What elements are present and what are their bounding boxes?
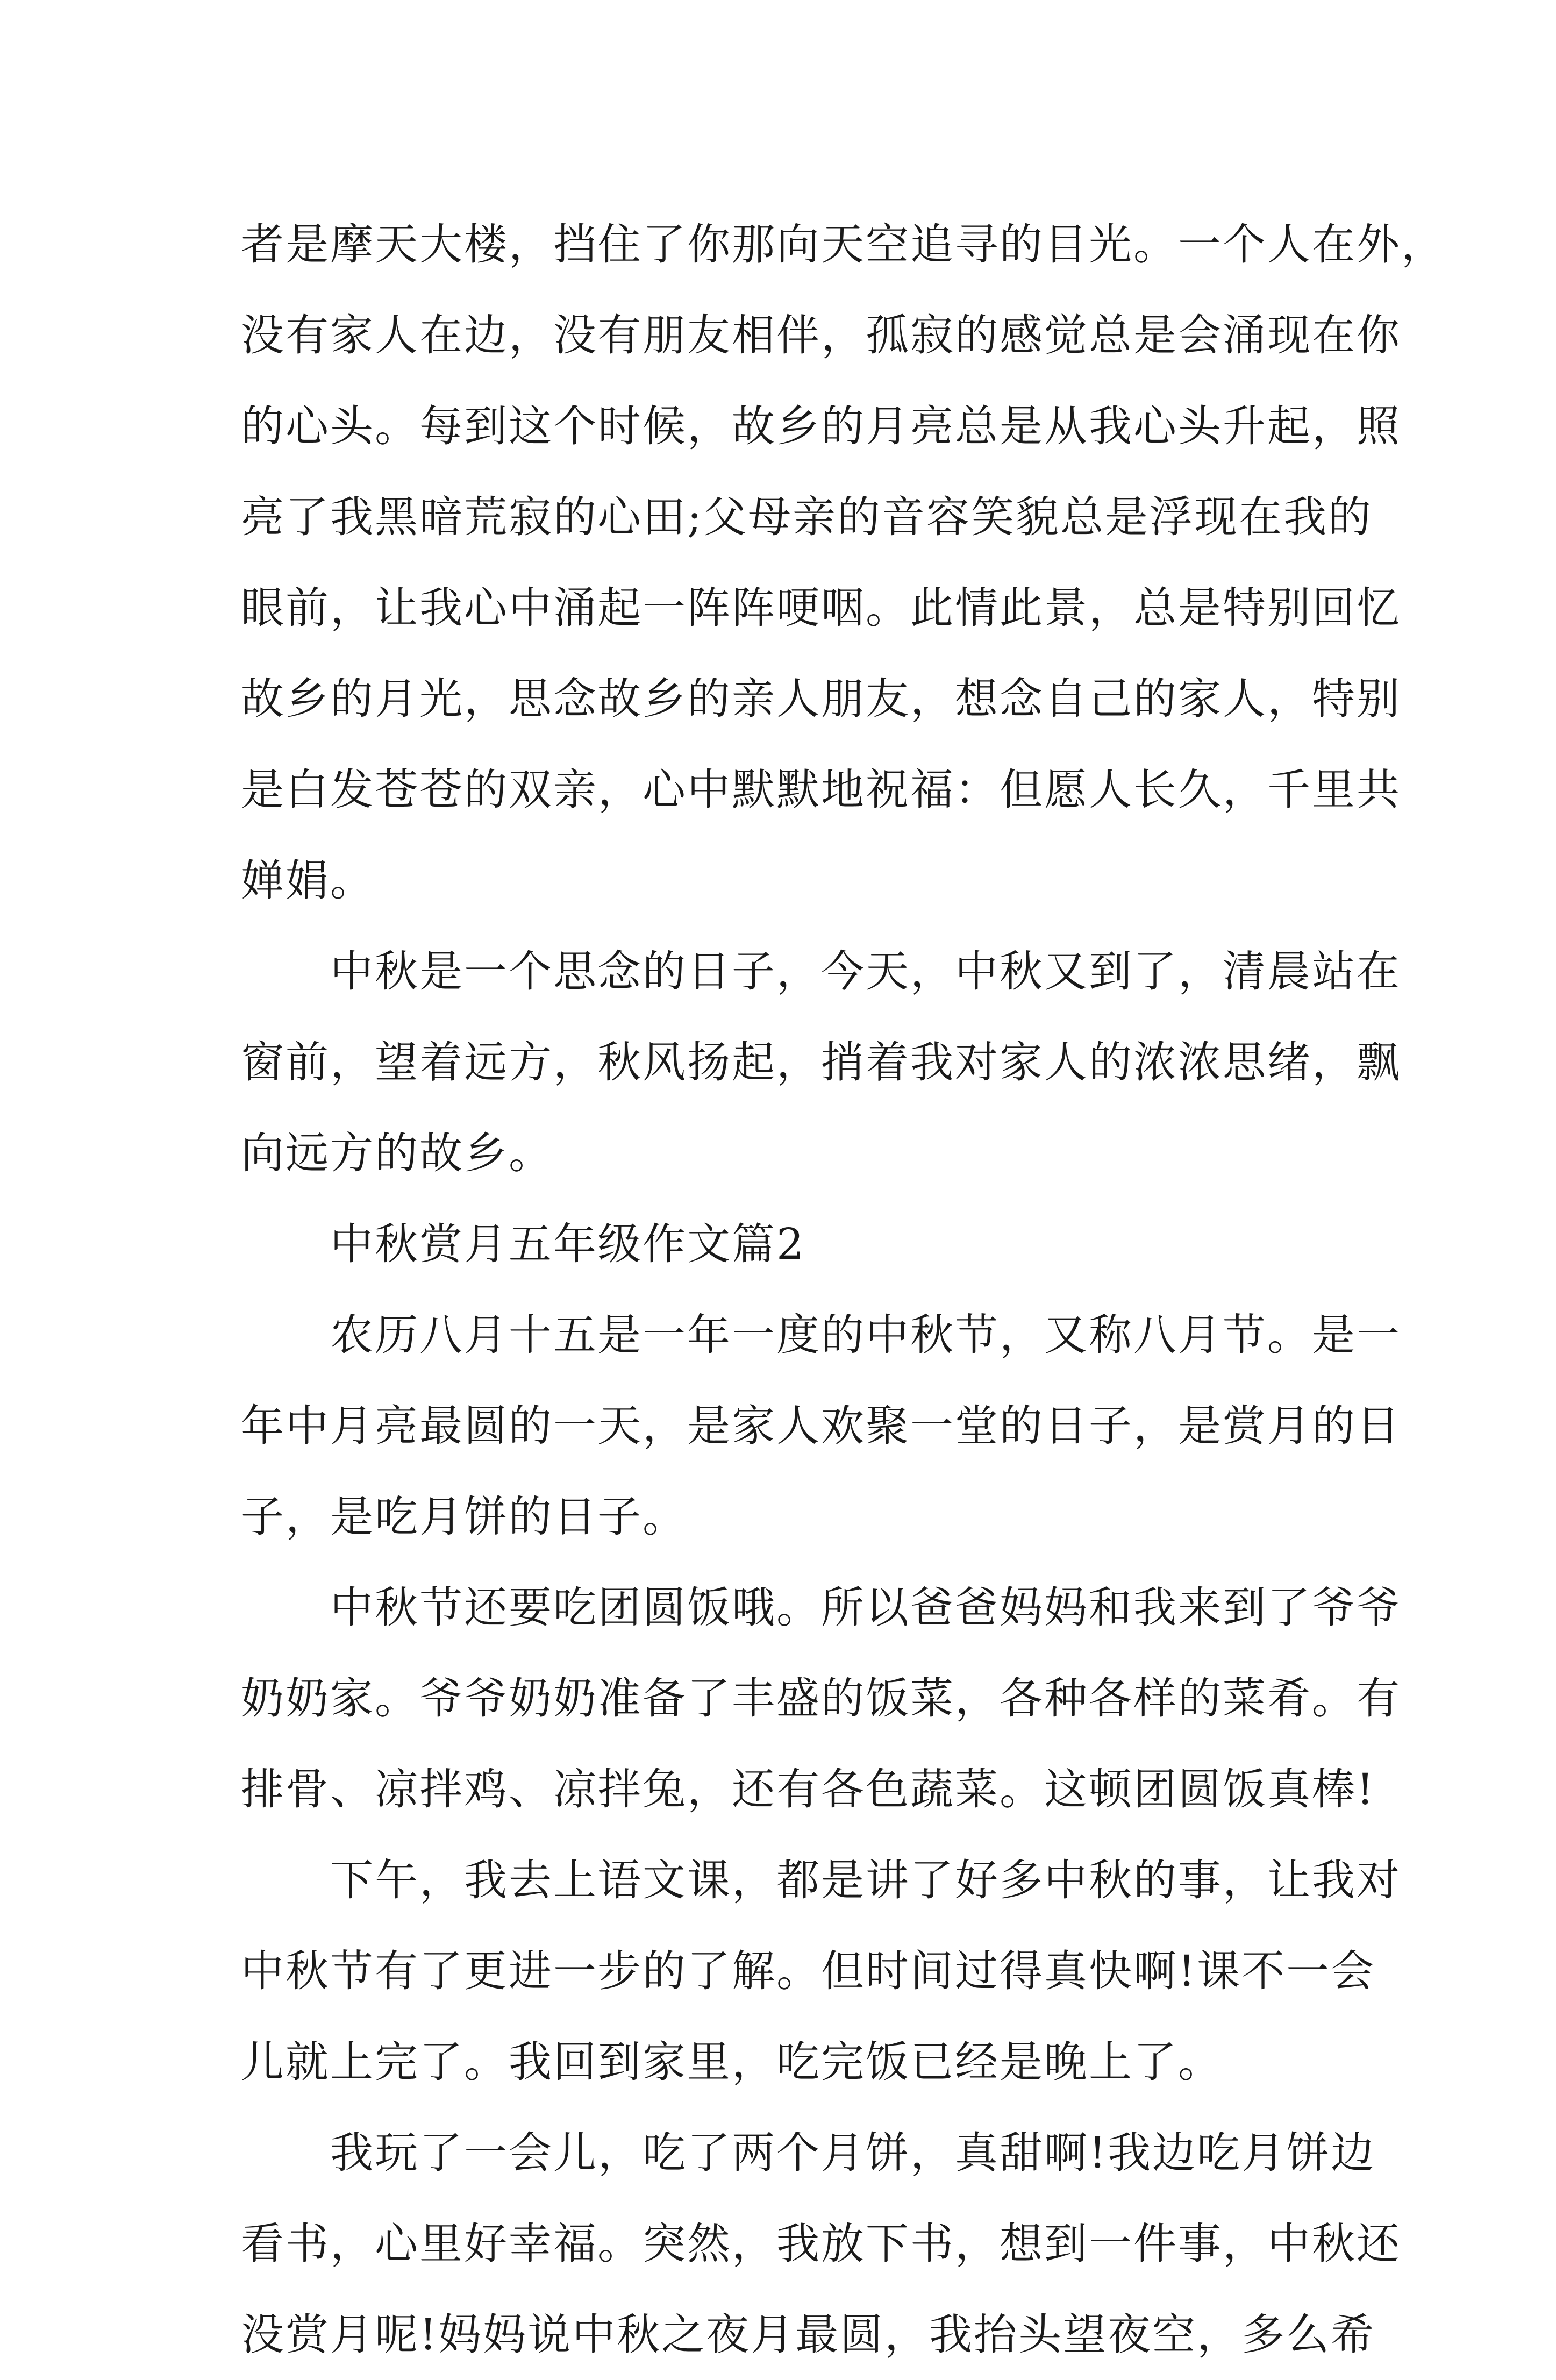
text-line: 是白发苍苍的双亲，心中默默地祝福：但愿人长久，千里共 bbox=[241, 765, 1401, 815]
essay-body bbox=[241, 199, 1446, 2380]
text-line: 亮了我黑暗荒寂的心田;父母亲的音容笑貌总是浮现在我的 bbox=[241, 492, 1373, 542]
paragraph-start-line: 中秋节还要吃团圆饭哦。所以爸爸妈妈和我来到了爷爷 bbox=[241, 1583, 1401, 1633]
text-line: 中秋节有了更进一步的了解。但时间过得真快啊!课不一会 bbox=[241, 1946, 1376, 1996]
paragraph-start-line: 中秋是一个思念的日子，今天，中秋又到了，清晨站在 bbox=[241, 946, 1401, 996]
paragraph-start-line: 下午，我去上语文课，都是讲了好多中秋的事，让我对 bbox=[241, 1855, 1401, 1905]
text-line: 子，是吃月饼的日子。 bbox=[241, 1492, 687, 1542]
paragraph-start-line: 农历八月十五是一年一度的中秋节，又称八月节。是一 bbox=[241, 1310, 1401, 1360]
text-line: 年中月亮最圆的一天，是家人欢聚一堂的日子，是赏月的日 bbox=[241, 1401, 1401, 1451]
text-line: 没有家人在边，没有朋友相伴，孤寂的感觉总是会涌现在你 bbox=[241, 310, 1401, 360]
text-line: 儿就上完了。我回到家里，吃完饭已经是晚上了。 bbox=[241, 2037, 1223, 2087]
text-line: 排骨、凉拌鸡、凉拌兔，还有各色蔬菜。这顿团圆饭真棒! bbox=[241, 1764, 1376, 1814]
text-line: 婵娟。 bbox=[241, 856, 375, 906]
text-line: 向远方的故乡。 bbox=[241, 1128, 553, 1178]
text-line: 者是摩天大楼，挡住了你那向天空追寻的目光。一个人在外， bbox=[241, 219, 1446, 269]
text-line: 眼前，让我心中涌起一阵阵哽咽。此情此景，总是特别回忆 bbox=[241, 583, 1401, 633]
paragraph-start-line: 我玩了一会儿，吃了两个月饼，真甜啊!我边吃月饼边 bbox=[241, 2128, 1376, 2178]
text-line: 奶奶家。爷爷奶奶准备了丰盛的饭菜，各种各样的菜肴。有 bbox=[241, 1673, 1401, 1723]
text-line: 看书，心里好幸福。突然，我放下书，想到一件事，中秋还 bbox=[241, 2219, 1401, 2269]
text-line: 故乡的月光，思念故乡的亲人朋友，想念自己的家人，特别 bbox=[241, 674, 1401, 724]
text-line: 窗前，望着远方，秋风扬起，捎着我对家人的浓浓思绪，飘 bbox=[241, 1037, 1401, 1087]
text-line: 的心头。每到这个时候，故乡的月亮总是从我心头升起，照 bbox=[241, 401, 1401, 451]
section-heading: 中秋赏月五年级作文篇2 bbox=[241, 1219, 805, 1269]
text-line: 没赏月呢!妈妈说中秋之夜月最圆，我抬头望夜空，多么希 bbox=[241, 2310, 1376, 2360]
